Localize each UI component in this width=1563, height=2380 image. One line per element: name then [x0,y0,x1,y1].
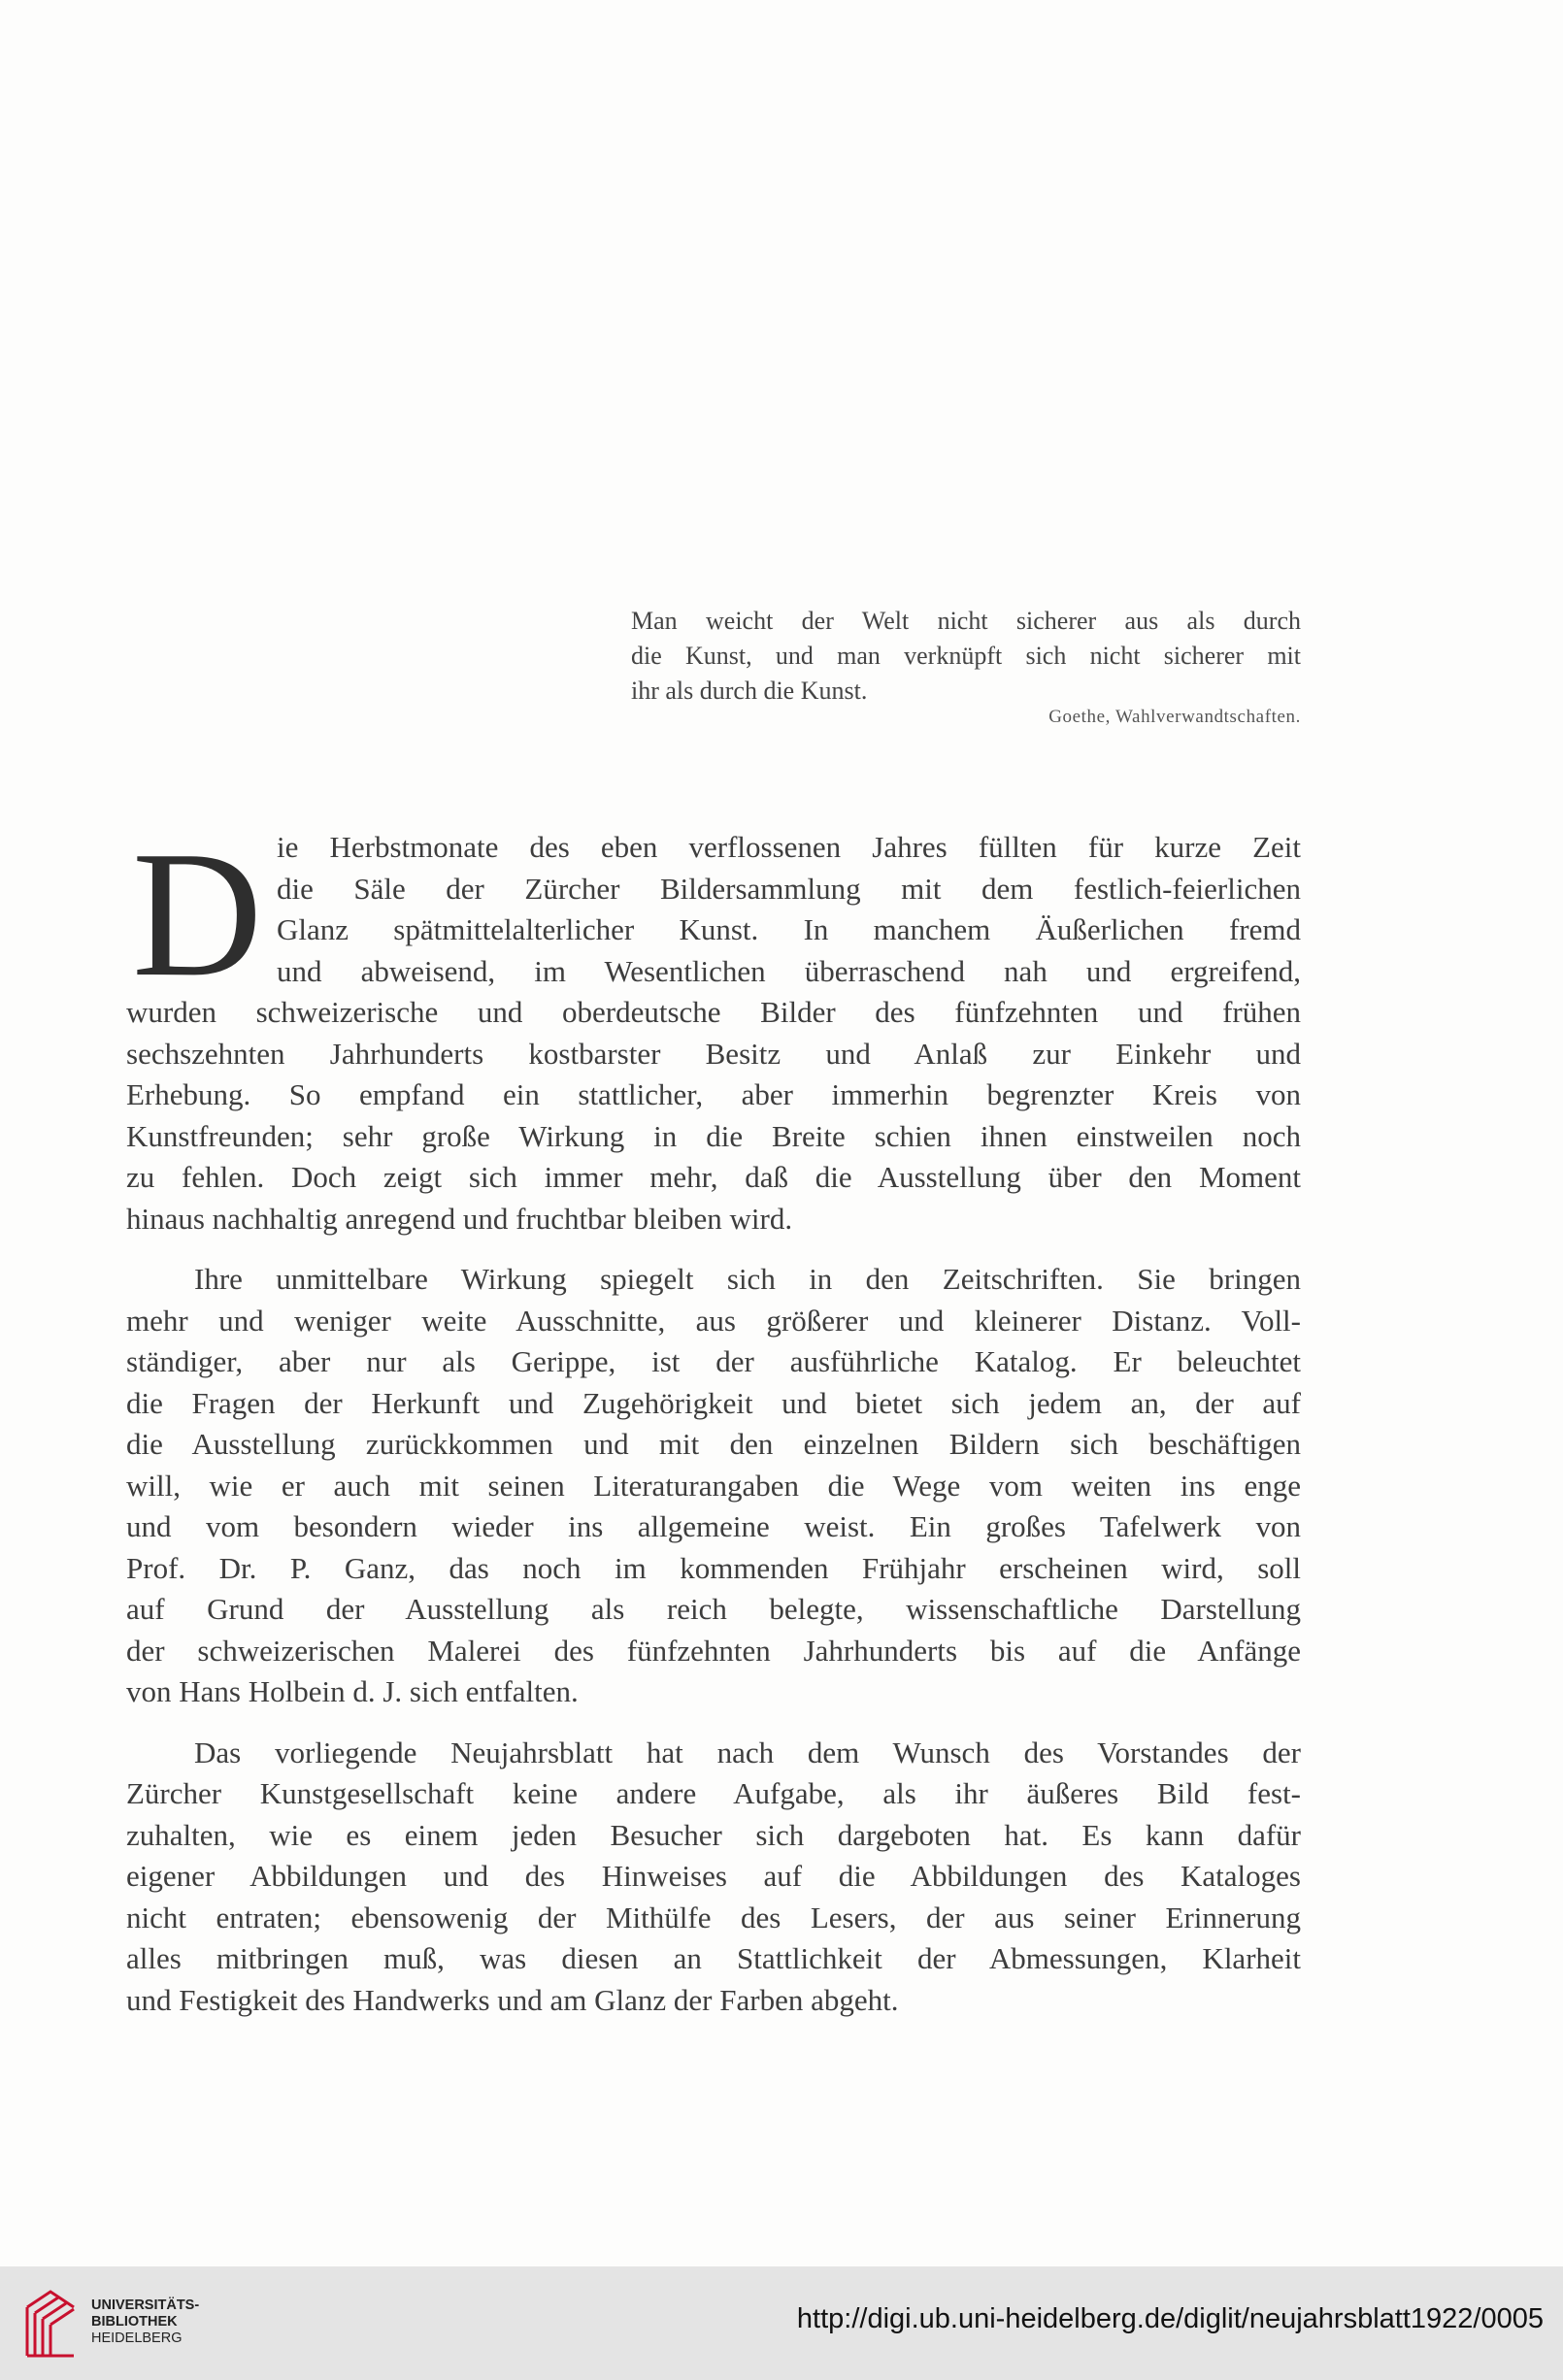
library-name-line: HEIDELBERG [91,2330,183,2346]
text-line: von Hans Holbein d. J. sich entfalten. [126,1674,579,1708]
body-text [126,814,1301,2021]
paragraph-gap [126,1240,1301,1259]
text-line: ständiger, aber nur als Gerippe, ist der ausführliche Katalog. Er beleuchtet [126,1344,1301,1378]
footer-bar [0,2266,1563,2380]
text-line: Zürcher Kunstgesellschaft keine andere Aufgabe, als ihr äußeres Bild fest- [126,1776,1301,1810]
text-line: und Festigkeit des Handwerks und am Glanz der Farben abgeht. [126,1982,899,2017]
text-line: Glanz spätmittelalterlicher Kunst. In manchem Äußerlichen fremd [277,912,1301,946]
text-line: eigener Abbildungen und des Hinweises auf die Abbildungen des Kataloges [126,1859,1301,1893]
permalink-url[interactable]: http://digi.ub.uni-heidelberg.de/diglit/neujahrsblatt1922/0005 [796,2303,1544,2334]
text-line: die Säle der Zürcher Bildersammlung mit dem festlich-feierlichen [277,871,1301,906]
library-name [91,2297,199,2347]
text-line: und abweisend, im Wesentlichen überraschend nah und ergreifend, [277,953,1301,988]
text-line: ie Herbstmonate des eben verflossenen Jahres füllten für kurze Zeit [277,830,1301,864]
text-line: die Ausstellung zurückkommen und mit den einzelnen Bildern sich beschäftigen [126,1427,1301,1461]
text-line: will, wie er auch mit seinen Literaturangaben die Wege vom weiten ins enge [126,1468,1301,1503]
text-line: Erhebung. So empfand ein stattlicher, aber immerhin begrenzter Kreis von [126,1077,1301,1111]
epigraph [631,604,1301,709]
text-line: wurden schweizerische und oberdeutsche Bilder des fünfzehnten und frühen [126,995,1301,1029]
epigraph-line: die Kunst, und man verknüpft sich nicht sicherer mit [631,642,1301,670]
text-line: alles mitbringen muß, was diesen an Stattlichkeit der Abmessungen, Klarheit [126,1941,1301,1975]
text-line: zuhalten, wie es einem jeden Besucher sich dargeboten hat. Es kann dafür [126,1817,1301,1852]
text-line: die Fragen der Herkunft und Zugehörigkeit und bietet sich jedem an, der auf [126,1385,1301,1420]
text-line: sechszehnten Jahrhunderts kostbarster Besitz und Anlaß zur Einkehr und [126,1036,1301,1071]
epigraph-line: Man weicht der Welt nicht sicherer aus als durch [631,607,1301,635]
text-line: Das vorliegende Neujahrsblatt hat nach dem Wunsch des Vorstandes der [194,1735,1301,1769]
drop-cap: D [132,814,263,1014]
paragraph-gap [126,1713,1301,1733]
epigraph-line: ihr als durch die Kunst. [631,677,868,705]
text-line: und vom besondern wieder ins allgemeine weist. Ein großes Tafelwerk von [126,1509,1301,1543]
text-line: mehr und weniger weite Ausschnitte, aus größerer und kleinerer Distanz. Voll- [126,1303,1301,1338]
text-line: zu fehlen. Doch zeigt sich immer mehr, daß die Ausstellung über den Moment [126,1160,1301,1194]
text-line: der schweizerischen Malerei des fünfzehnten Jahrhunderts bis auf die Anfänge [126,1633,1301,1668]
text-line: Kunstfreunden; sehr große Wirkung in die Breite schien ihnen einstweilen noch [126,1118,1301,1153]
text-line: auf Grund der Ausstellung als reich belegte, wissenschaftliche Darstellung [126,1592,1301,1626]
ub-heidelberg-logo-icon[interactable] [21,2286,80,2362]
text-line: nicht entraten; ebensowenig der Mithülfe des Lesers, der aus seiner Erinnerung [126,1900,1301,1934]
text-line: Prof. Dr. P. Ganz, das noch im kommenden Frühjahr erscheinen wird, soll [126,1550,1301,1585]
library-name-line: UNIVERSITÄTS- [91,2297,200,2313]
text-line: Ihre unmittelbare Wirkung spiegelt sich in den Zeitschriften. Sie bringen [194,1262,1301,1296]
text-line: hinaus nachhaltig anregend und fruchtbar bleiben wird. [126,1201,793,1236]
library-name-line: BIBLIOTHEK [91,2314,178,2330]
epigraph-source: Goethe, Wahlverwandtschaften. [1048,707,1301,727]
